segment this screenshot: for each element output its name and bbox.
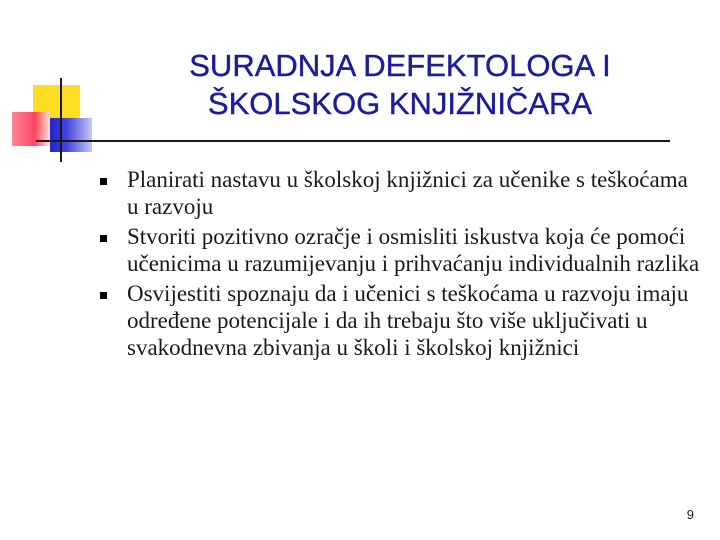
bullet-text: Planirati nastavu u školskoj knjižnici za učenike s teškoćama u razvoju xyxy=(127,167,688,219)
bullet-text: Osvijestiti spoznaju da i učenici s teškoćama u razvoju imaju određene potencijale i da ih trebaju što više uključivati u svakodnevna zbivanja u školi i školskoj knjižnici xyxy=(127,281,689,360)
blue-bar-decoration xyxy=(50,118,92,152)
square-bullet-icon xyxy=(100,292,107,299)
square-bullet-icon xyxy=(100,235,107,242)
slide-title xyxy=(120,47,680,123)
bullet-item xyxy=(93,223,705,277)
slide-title-line-2: ŠKOLSKOG KNJIŽNIČARA xyxy=(207,86,593,121)
square-bullet-icon xyxy=(100,178,107,185)
vertical-line-decoration xyxy=(60,78,62,162)
bullet-text: Stvoriti pozitivno ozračje i osmisliti iskustva koja će pomoći učenicima u razumijevanju i prihvaćanju individualnih razlika xyxy=(127,224,700,276)
page-number: 9 xyxy=(686,507,694,522)
bullet-item xyxy=(93,280,705,361)
slide-title-line-1: SURADNJA DEFEKTOLOGA I xyxy=(189,48,611,83)
bullet-item xyxy=(93,166,705,220)
bullet-list xyxy=(93,166,705,364)
title-underline xyxy=(36,140,670,142)
